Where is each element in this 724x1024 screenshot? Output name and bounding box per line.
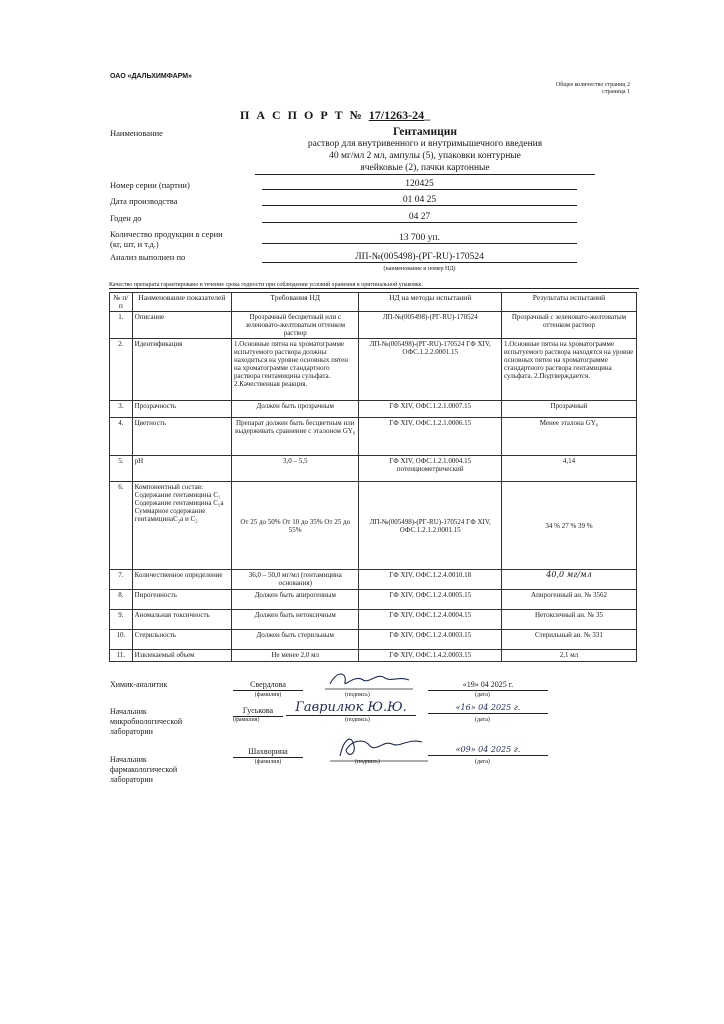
pharm-caption-sign: (подпись)	[355, 759, 380, 765]
col-header-requirements: Требования НД	[232, 293, 359, 312]
date-label: Дата производства	[110, 196, 178, 206]
qty-value: 13 700 уп.	[262, 233, 577, 244]
table-row: 1. Описание Прозрачный бесцветный или с зеленовато-желтоватым оттенком раствор ЛП-№(005498)-(РГ-RU)-170524 Прозрачный с зеленовато-желтоватым оттенком раствор	[110, 312, 637, 339]
table-row: 10. Стерильность Должен быть стерильным ГФ XIV, ОФС.1.2.4.0003.15 Стерильный ан. № 331	[110, 630, 637, 650]
micro-handwritten-name: Гаврилюк Ю.Ю.	[286, 700, 416, 716]
table-row: 7. Количественное определение 36,0 – 50,0 мг/мл (гентамицина основания) ГФ XIV, ОФС.1.2.4.0010.18 40,0 мг/мл	[110, 570, 637, 590]
pages-total: Общее количество страниц 2	[555, 82, 630, 88]
micro-date: «16» 04 2025 г.	[428, 703, 548, 714]
pharm-caption-surname: (фамилия)	[254, 759, 282, 765]
product-name	[255, 126, 595, 175]
table-row: 6. Компонентный состав: Содержание гентамицина C₁ Содержание гентамицина C₁a Суммарное содержание гентамицинаC₂a и C₂ От 25 до 50% От 10 до 35% От 25 до 55% ЛП-№(005498)-(РГ-RU)-170524 ГФ XIV, ОФС.1.2.1.2.0001.15 34 % 27 % 39 %	[110, 482, 637, 570]
analysis-label: Анализ выполнен по	[110, 252, 186, 262]
table-row: 9. Аномальная токсичность Должен быть нетоксичным ГФ XIV, ОФС.1.2.4.0004.15 Нетоксичный ан. № 35	[110, 610, 637, 630]
series-label: Номер серии (партии)	[110, 180, 190, 190]
title-prefix: П А С П О Р Т №	[240, 108, 369, 122]
analysis-caption: (наименование и номер НД)	[383, 266, 456, 272]
product-desc-2: 40 мг/мл 2 мл, ампулы (5), упаковки контурные	[329, 151, 521, 161]
test-results-table	[109, 292, 637, 662]
pharm-caption-date: (дата)	[475, 759, 490, 765]
micro-caption-sign: (подпись)	[345, 717, 370, 723]
chemist-caption-date: (дата)	[475, 692, 490, 698]
chemist-caption-sign: (подпись)	[345, 692, 370, 698]
micro-caption-date: (дата)	[475, 717, 490, 723]
pharm-signature	[330, 732, 430, 762]
product-title: Гентамицин	[392, 126, 458, 138]
document-title: П А С П О Р Т № 17/1263-24_	[240, 108, 433, 122]
table-row: 3. Прозрачность Должен быть прозрачным ГФ XIV, ОФС.1.2.1.0007.15 Прозрачный	[110, 401, 637, 418]
pharm-name: Шахворина	[233, 747, 303, 758]
page-current: страница 1	[602, 89, 630, 95]
col-header-name: Наименование показателей	[132, 293, 231, 312]
chemist-caption-surname: (фамилия)	[254, 692, 282, 698]
quality-note: Качество препарата гарантировано в течение срока годности при соблюдении условий хранения в оригинальной упаковке.	[109, 282, 639, 289]
micro-caption-surname: (фамилия)	[233, 717, 260, 723]
expiry-label: Годен до	[110, 213, 142, 223]
chemist-label: Химик-аналитик	[110, 680, 168, 689]
table-row: 5. pH 3,0 – 5,5 ГФ XIV, ОФС.1.2.1.0004.15 потенциометрический 4,14	[110, 456, 637, 482]
table-row: 8. Пирогенность Должен быть апирогенным ГФ XIV, ОФС.1.2.4.0005.15 Апирогенный ан. № 3562	[110, 590, 637, 610]
chemist-date: «19» 04 2025 г.	[428, 680, 548, 691]
micro-name: Гуськова	[233, 706, 283, 717]
series-value: 120425	[262, 179, 577, 190]
table-row: 2. Идентификация 1.Основные пятна на хроматограмме испытуемого раствора должны находиться на уровне основных пятен на хроматограмме стандартного раствора гентамицина сульфата. 2.Качественная реакция. ЛП-№(005498)-(РГ-RU)-170524 ГФ XIV, ОФС.1.2.2.0001.15 1.Основные пятна на хроматограмме испытуемого раствора находятся на уровне основных пятен на хроматограмме стандартного раствора гентамицина сульфата. 2.Подтверждается.	[110, 339, 637, 401]
pharm-date: «09» 04 2025 г.	[428, 745, 548, 756]
chemist-name: Свердлова	[233, 680, 303, 691]
chemist-signature	[325, 668, 415, 690]
pharm-label: Начальник фармакологической лаборатории	[110, 755, 178, 784]
table-header-row	[110, 293, 637, 312]
product-desc-1: раствор для внутривенного и внутримышечного введения	[307, 139, 543, 149]
date-value: 01 04 25	[262, 195, 577, 206]
qty-label: Количество продукции в серии (кг, шт, и т.д.)	[110, 229, 223, 249]
col-header-number: № п/п	[110, 293, 133, 312]
name-label: Наименование	[110, 128, 163, 138]
expiry-value: 04 27	[262, 212, 577, 223]
col-header-method: НД на методы испытаний	[359, 293, 502, 312]
col-header-result: Результаты испытаний	[501, 293, 636, 312]
company-name: ОАО «ДАЛЬХИМФАРМ»	[110, 73, 192, 80]
product-desc-3: ячейковые (2), пачки картонные	[255, 162, 595, 175]
table-row: 11. Извлекаемый объем Не менее 2,0 мл ГФ XIV, ОФС.1.4.2.0003.15 2,1 мл	[110, 650, 637, 662]
page-count	[520, 82, 630, 96]
micro-label: Начальник микробиологической лаборатории	[110, 707, 183, 736]
passport-number: 17/1263-24	[368, 108, 425, 122]
analysis-value: ЛП-№(005498)-(РГ-RU)-170524	[262, 252, 577, 263]
table-row: 4. Цветность Препарат должен быть бесцветным или выдерживать сравнение с эталоном GY₆ ГФ XIV, ОФС.1.2.1.0006.15 Менее эталона GY₆	[110, 418, 637, 456]
